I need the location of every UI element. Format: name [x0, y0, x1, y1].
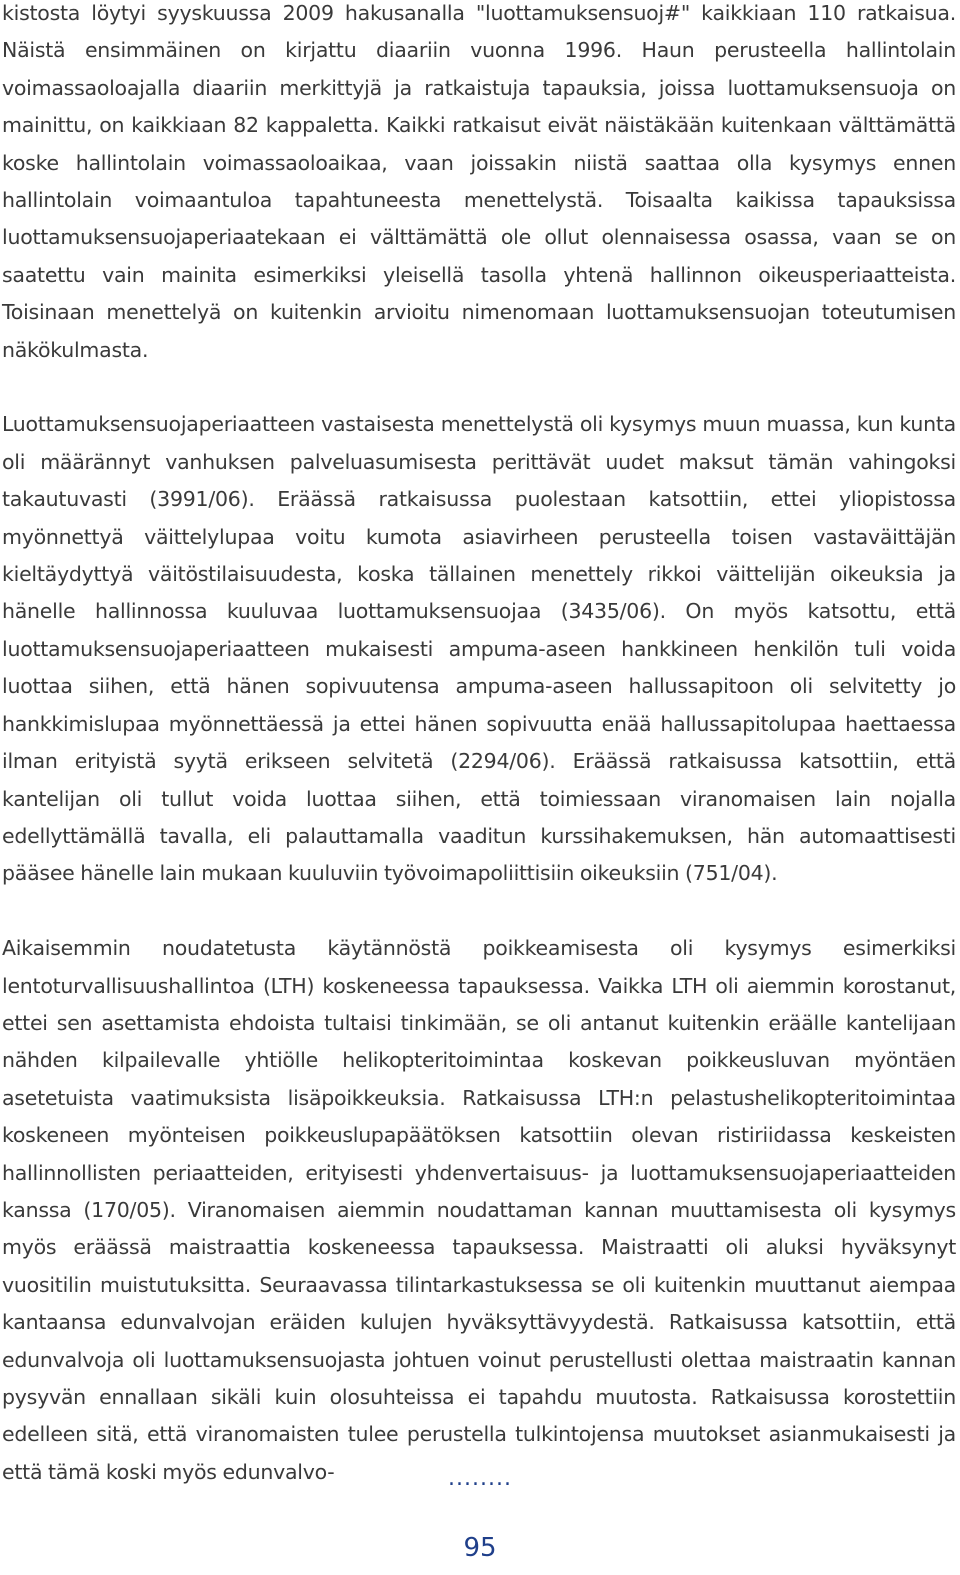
page-number: 95: [463, 1533, 497, 1563]
paragraph-3: Aikaisemmin noudatetusta käytännöstä poikkeamisesta oli kysymys esimerkiksi lentoturvallisuushallintoa (LTH) koskeneessa tapauksessa. Vaikka LTH oli aiemmin korostanut, ettei sen asettamista ehdoista tultaisi tinkimään, se oli antanut kuitenkin eräälle kantelijaan nähden kilpailevalle yhtiölle helikopteritoimintaa koskevan poikkeusluvan myöntäen asetetuista vaatimuksista lisäpoikkeuksia. Ratkaisussa LTH:n pelastushelikopteritoimintaa koskeneen myönteisen poikkeuslupapäätöksen katsottiin olevan ristiriidassa keskeisten hallinnollisten periaatteiden, erityisesti yhdenvertaisuus- ja luottamuksensuojaperiaatteiden kanssa (170/05). Viranomaisen aiemmin noudattaman kannan muuttamisesta oli kysymys myös eräässä maistraattia koskeneessa tapauksessa. Maistraatti oli aluksi hyväksynyt vuositilin muistutuksitta. Seuraavassa tilintarkastuksessa se oli kuitenkin muuttanut aiempaa kantaansa edunvalvojan eräiden kulujen hyväksyttävyydestä. Ratkaisussa katsottiin, että edunvalvoja oli luottamuksensuojasta johtuen voinut perustellusti olettaa maistraatin kannan pysyvän ennallaan sikäli kuin olosuhteissa ei tapahdu muutosta. Ratkaisussa korostettiin edelleen sitä, että viranomaisten tulee perustella tulkintojensa muutokset asianmukaisesti ja että tämä koski myös edunvalvo-: [2, 936, 956, 1484]
paragraph-1: kistosta löytyi syyskuussa 2009 hakusanalla "luottamuksensuoj#" kaikkiaan 110 ratkaisua. Näistä ensimmäinen on kirjattu diaariin vuonna 1996. Haun perusteella hallintolain voimassaoloajalla diaariin merkittyjä ja ratkaistuja tapauksia, joissa luottamuksensuoja on mainittu, on kaikkiaan 82 kappaletta. Kaikki ratkaisut eivät näistäkään kuitenkaan välttämättä koske hallintolain voimassaoloaikaa, vaan joissakin niistä saattaa olla kysymys ennen hallintolain voimaantuloa tapahtuneesta menettelystä. Toisaalta kaikissa tapauksissa luottamuksensuojaperiaatekaan ei välttämättä ole ollut olennaisessa osassa, vaan se on saatettu vain mainita esimerkiksi yleisellä tasolla yhtenä hallinnon oikeusperiaatteista. Toisinaan menettelyä on kuitenkin arvioitu nimenomaan luottamuksensuojan toteutumisen näkökulmasta.: [2, 1, 956, 362]
footer-dots: ........: [448, 1466, 512, 1491]
body-text: [2, 0, 956, 1529]
paragraph-2: Luottamuksensuojaperiaatteen vastaisesta menettelystä oli kysymys muun muassa, kun kunta oli määrännyt vanhuksen palveluasumisesta perittävät uudet maksut tämän vahingoksi takautuvasti (3991/06). Eräässä ratkaisussa puolestaan katsottiin, ettei yliopistossa myönnettyä väittelylupaa voitu kumota asiavirheen perusteella toisen vastaväittäjän kieltäydyttyä väitöstilaisuudesta, koska tällainen menettely rikkoi väittelijän oikeuksia ja hänelle hallinnossa kuuluvaa luottamuksensuojaa (3435/06). On myös katsottu, että luottamuksensuojaperiaatteen mukaisesti ampuma-aseen hankkineen henkilön tuli voida luottaa siihen, että hänen sopivuutensa ampuma-aseen hallussapitoon oli selvitetty jo hankkimislupaa myönnettäessä ja ettei hänen sopivuutta enää hallussapitolupaa haettaessa ilman erityistä syytä erikseen selvitetä (2294/06). Eräässä ratkaisussa katsottiin, että kantelijan oli tullut voida luottaa siihen, että toimiessaan viranomaisen lain nojalla edellyttämällä tavalla, eli palauttamalla vaaditun kurssihakemuksen, hän automaattisesti pääsee hänelle lain mukaan kuuluviin työvoimapoliittisiin oikeuksiin (751/04).: [2, 412, 956, 886]
